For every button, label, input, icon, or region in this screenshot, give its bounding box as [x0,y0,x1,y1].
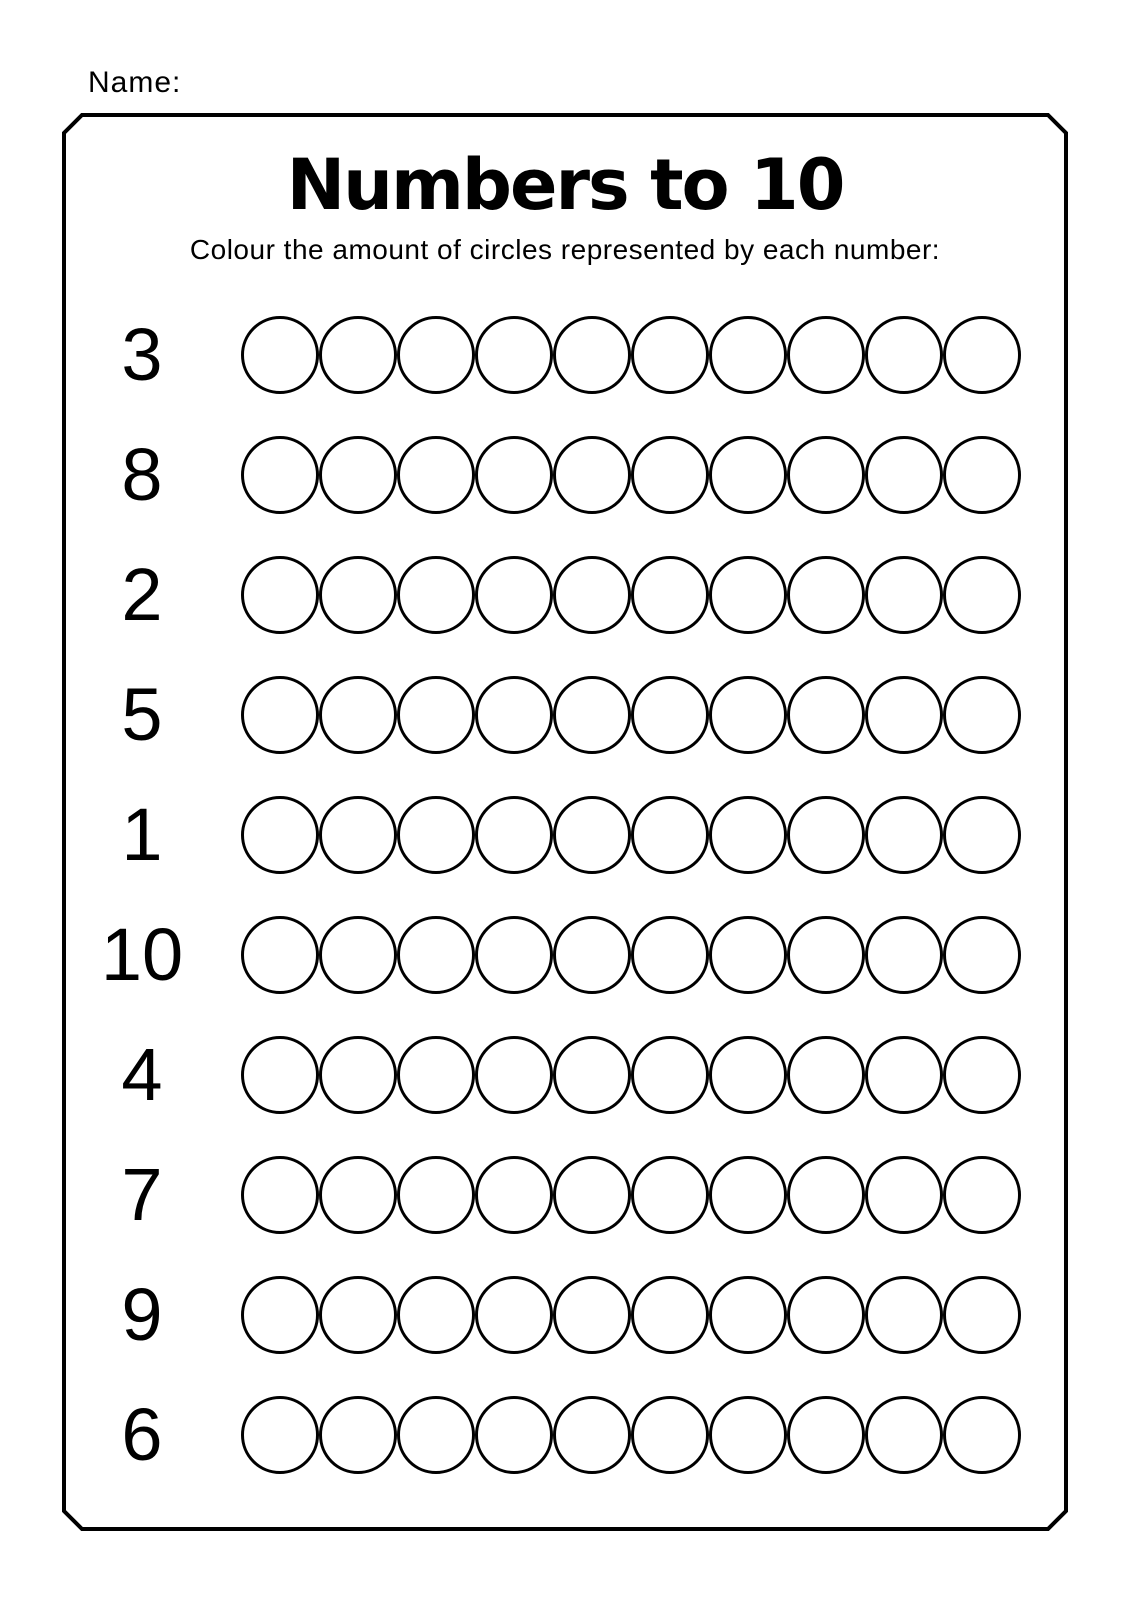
colorable-circle[interactable] [475,1396,553,1474]
worksheet-instruction: Colour the amount of circles represented by each number: [189,233,941,265]
number-row-6 [76,1393,1021,1477]
colorable-circle[interactable] [787,676,865,754]
circles-group [241,796,1021,874]
number-row-3 [76,313,1021,397]
colorable-circle[interactable] [865,916,943,994]
colorable-circle[interactable] [943,1156,1021,1234]
circles-group [241,1396,1021,1474]
circles-group [241,316,1021,394]
circles-group [241,676,1021,754]
colorable-circle[interactable] [397,796,475,874]
colorable-circle[interactable] [787,796,865,874]
colorable-circle[interactable] [787,316,865,394]
colorable-circle[interactable] [475,1036,553,1114]
colorable-circle[interactable] [397,316,475,394]
colorable-circle[interactable] [787,916,865,994]
colorable-circle[interactable] [397,1156,475,1234]
row-number: 2 [121,553,163,637]
number-row-2 [76,553,1021,637]
worksheet-frame [62,113,1068,1531]
colorable-circle[interactable] [943,1396,1021,1474]
colorable-circle[interactable] [631,316,709,394]
colorable-circle[interactable] [709,676,787,754]
colorable-circle[interactable] [709,1036,787,1114]
colorable-circle[interactable] [865,316,943,394]
colorable-circle[interactable] [241,436,319,514]
colorable-circle[interactable] [475,316,553,394]
circles-group [241,1036,1021,1114]
colorable-circle[interactable] [787,556,865,634]
colorable-circle[interactable] [709,1276,787,1354]
colorable-circle[interactable] [709,796,787,874]
colorable-circle[interactable] [553,316,631,394]
number-row-5 [76,673,1021,757]
number-row-10 [76,913,1021,997]
colorable-circle[interactable] [709,436,787,514]
colorable-circle[interactable] [319,1276,397,1354]
colorable-circle[interactable] [397,676,475,754]
colorable-circle[interactable] [787,1036,865,1114]
row-number: 7 [121,1153,163,1237]
circles-group [241,916,1021,994]
colorable-circle[interactable] [865,436,943,514]
colorable-circle[interactable] [475,1156,553,1234]
colorable-circle[interactable] [709,1156,787,1234]
colorable-circle[interactable] [475,796,553,874]
number-row-8 [76,433,1021,517]
row-number: 8 [121,433,163,517]
row-number: 10 [100,913,184,997]
number-row-9 [76,1273,1021,1357]
colorable-circle[interactable] [787,1276,865,1354]
number-row-1 [76,793,1021,877]
colorable-circle[interactable] [631,1396,709,1474]
colorable-circle[interactable] [631,676,709,754]
colorable-circle[interactable] [475,676,553,754]
colorable-circle[interactable] [865,556,943,634]
circles-group [241,1276,1021,1354]
number-row-4 [76,1033,1021,1117]
colorable-circle[interactable] [553,436,631,514]
colorable-circle[interactable] [241,1156,319,1234]
colorable-circle[interactable] [397,916,475,994]
colorable-circle[interactable] [943,1276,1021,1354]
colorable-circle[interactable] [397,556,475,634]
colorable-circle[interactable] [475,436,553,514]
name-label: Name: [88,66,182,99]
colorable-circle[interactable] [943,916,1021,994]
row-number: 4 [121,1033,163,1117]
colorable-circle[interactable] [553,1156,631,1234]
colorable-circle[interactable] [943,676,1021,754]
colorable-circle[interactable] [319,1036,397,1114]
colorable-circle[interactable] [865,1396,943,1474]
colorable-circle[interactable] [943,316,1021,394]
colorable-circle[interactable] [319,796,397,874]
colorable-circle[interactable] [631,1156,709,1234]
colorable-circle[interactable] [397,1036,475,1114]
colorable-circle[interactable] [943,796,1021,874]
number-row-7 [76,1153,1021,1237]
colorable-circle[interactable] [865,1156,943,1234]
circles-group [241,436,1021,514]
colorable-circle[interactable] [241,556,319,634]
colorable-circle[interactable] [943,436,1021,514]
colorable-circle[interactable] [553,1396,631,1474]
colorable-circle[interactable] [631,436,709,514]
frame-content [62,113,1068,1531]
colorable-circle[interactable] [397,1276,475,1354]
row-number: 5 [121,673,163,757]
colorable-circle[interactable] [709,1396,787,1474]
colorable-circle[interactable] [865,1276,943,1354]
worksheet-title: Numbers to 10 [286,144,844,226]
colorable-circle[interactable] [241,916,319,994]
colorable-circle[interactable] [943,556,1021,634]
colorable-circle[interactable] [319,1396,397,1474]
colorable-circle[interactable] [631,916,709,994]
colorable-circle[interactable] [943,1036,1021,1114]
colorable-circle[interactable] [709,316,787,394]
colorable-circle[interactable] [319,916,397,994]
colorable-circle[interactable] [553,796,631,874]
colorable-circle[interactable] [241,1276,319,1354]
colorable-circle[interactable] [553,556,631,634]
colorable-circle[interactable] [241,316,319,394]
colorable-circle[interactable] [865,796,943,874]
colorable-circle[interactable] [865,676,943,754]
colorable-circle[interactable] [397,436,475,514]
colorable-circle[interactable] [475,916,553,994]
circles-group [241,556,1021,634]
colorable-circle[interactable] [553,676,631,754]
colorable-circle[interactable] [709,916,787,994]
colorable-circle[interactable] [241,1036,319,1114]
colorable-circle[interactable] [553,916,631,994]
colorable-circle[interactable] [319,316,397,394]
colorable-circle[interactable] [787,1396,865,1474]
rows-container [76,313,1021,1477]
circles-group [241,1156,1021,1234]
colorable-circle[interactable] [319,676,397,754]
row-number: 1 [121,793,163,877]
colorable-circle[interactable] [241,676,319,754]
colorable-circle[interactable] [553,1036,631,1114]
colorable-circle[interactable] [787,1156,865,1234]
colorable-circle[interactable] [709,556,787,634]
colorable-circle[interactable] [475,1276,553,1354]
colorable-circle[interactable] [319,436,397,514]
row-number: 6 [121,1393,163,1477]
colorable-circle[interactable] [631,1276,709,1354]
colorable-circle[interactable] [397,1396,475,1474]
colorable-circle[interactable] [553,1276,631,1354]
colorable-circle[interactable] [631,796,709,874]
colorable-circle[interactable] [241,1396,319,1474]
colorable-circle[interactable] [319,1156,397,1234]
colorable-circle[interactable] [865,1036,943,1114]
row-number: 3 [121,313,163,397]
colorable-circle[interactable] [631,1036,709,1114]
colorable-circle[interactable] [319,556,397,634]
colorable-circle[interactable] [787,436,865,514]
colorable-circle[interactable] [631,556,709,634]
colorable-circle[interactable] [241,796,319,874]
colorable-circle[interactable] [475,556,553,634]
row-number: 9 [121,1273,163,1357]
